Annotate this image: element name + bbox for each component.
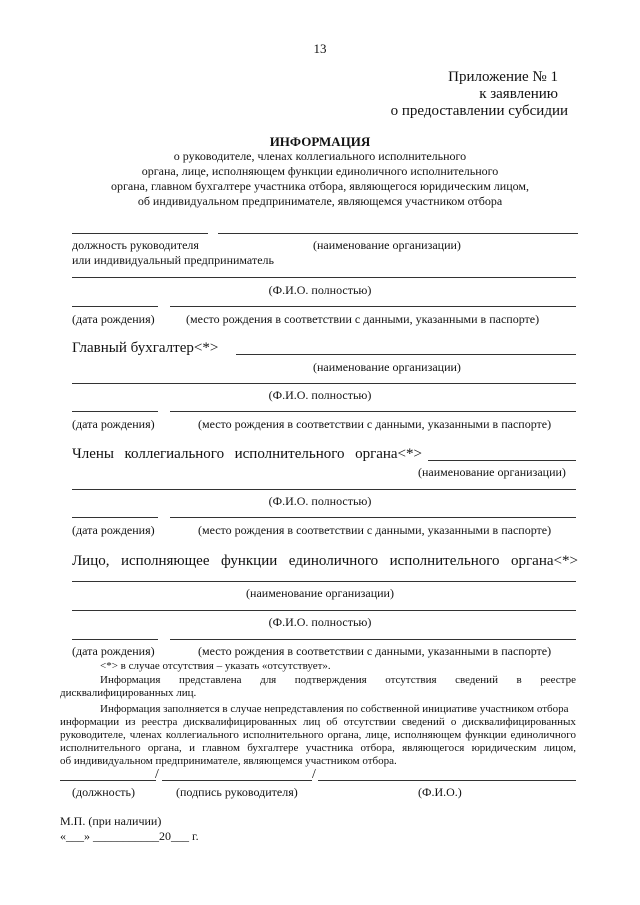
appendix-line-2: к заявлению bbox=[479, 86, 558, 102]
label-fio: (Ф.И.О.) bbox=[418, 785, 462, 799]
info-paragraph-2-line-3: руководителе, членах коллегиального исполнительного органа, лице, исполняющем функции единоличного bbox=[60, 729, 576, 741]
stamp-note: М.П. (при наличии) bbox=[60, 814, 162, 828]
executive-birthplace-field[interactable] bbox=[170, 639, 576, 640]
label-signature: (подпись руководителя) bbox=[176, 785, 298, 799]
heading-subtitle-3: органа, главном бухгалтере участника отбора, являющегося юридическим лицом, bbox=[110, 179, 529, 193]
label-organization: (наименование организации) bbox=[313, 238, 461, 252]
head-dob-field[interactable] bbox=[72, 306, 158, 307]
label-organization: (наименование организации) bbox=[313, 360, 461, 374]
info-paragraph-1-line-1: Информация представлена для подтверждения отсутствия сведений в реестре bbox=[100, 674, 576, 686]
board-fio-field[interactable] bbox=[72, 489, 576, 490]
label-entrepreneur: или индивидуальный предприниматель bbox=[72, 253, 274, 267]
sole-executive-title: Лицо, исполняющее функции единоличного исполнительного органа<*> bbox=[72, 553, 578, 569]
head-fio-field[interactable] bbox=[72, 277, 576, 278]
heading-subtitle-1: о руководителе, членах коллегиального исполнительного bbox=[173, 149, 467, 163]
page-number: 13 bbox=[313, 41, 327, 56]
signature-field[interactable] bbox=[162, 780, 312, 781]
date-line: «___» ___________20___ г. bbox=[60, 829, 199, 843]
signature-separator: / bbox=[312, 767, 316, 782]
accountant-dob-field[interactable] bbox=[72, 411, 158, 412]
appendix-line-1: Приложение № 1 bbox=[448, 69, 558, 85]
position-field[interactable] bbox=[72, 233, 208, 234]
label-birthplace: (место рождения в соответствии с данными, указанными в паспорте) bbox=[198, 644, 552, 658]
label-fio: (Ф.И.О. полностью) bbox=[268, 283, 372, 297]
label-dob: (дата рождения) bbox=[72, 417, 155, 431]
label-birthplace: (место рождения в соответствии с данными, указанными в паспорте) bbox=[198, 417, 552, 431]
signature-position-field[interactable] bbox=[60, 780, 156, 781]
info-paragraph-2-line-1: Информация заполняется в случае непредставления по собственной инициативе участником отбора bbox=[100, 703, 569, 715]
label-fio: (Ф.И.О. полностью) bbox=[268, 388, 372, 402]
label-organization: (наименование организации) bbox=[418, 465, 566, 479]
executive-fio-field[interactable] bbox=[72, 610, 576, 611]
signature-separator: / bbox=[155, 767, 159, 782]
organization-field[interactable] bbox=[218, 233, 578, 234]
label-birthplace: (место рождения в соответствии с данными, указанными в паспорте) bbox=[198, 523, 552, 537]
label-dob: (дата рождения) bbox=[72, 523, 155, 537]
board-dob-field[interactable] bbox=[72, 517, 158, 518]
footnote: <*> в случае отсутствия – указать «отсутствует». bbox=[100, 660, 331, 672]
accountant-organization-field[interactable] bbox=[236, 354, 576, 355]
board-members-title: Члены коллегиального исполнительного органа<*> bbox=[72, 446, 422, 462]
executive-dob-field[interactable] bbox=[72, 639, 158, 640]
info-paragraph-2-line-2: информации из реестра дисквалифицированных лиц об отсутствии сведений о дисквалифицированных bbox=[60, 716, 576, 728]
label-head-position: должность руководителя bbox=[72, 238, 199, 252]
heading-subtitle-2: органа, лице, исполняющем функции единоличного исполнительного bbox=[141, 164, 499, 178]
heading-subtitle-4: об индивидуальном предпринимателе, являющемся участником отбора bbox=[137, 194, 503, 208]
document-title: ИНФОРМАЦИЯ bbox=[269, 134, 371, 149]
head-birthplace-field[interactable] bbox=[170, 306, 576, 307]
appendix-line-3: о предоставлении субсидии bbox=[390, 103, 568, 119]
info-paragraph-2-line-5: об индивидуальном предпринимателе, являющемся участником отбора. bbox=[60, 755, 397, 767]
executive-organization-field[interactable] bbox=[72, 581, 576, 582]
label-dob: (дата рождения) bbox=[72, 644, 155, 658]
board-organization-field[interactable] bbox=[428, 460, 576, 461]
accountant-birthplace-field[interactable] bbox=[170, 411, 576, 412]
signature-fio-field[interactable] bbox=[318, 780, 576, 781]
label-fio: (Ф.И.О. полностью) bbox=[268, 494, 372, 508]
label-birthplace: (место рождения в соответствии с данными, указанными в паспорте) bbox=[186, 312, 540, 326]
label-fio: (Ф.И.О. полностью) bbox=[268, 615, 372, 629]
board-birthplace-field[interactable] bbox=[170, 517, 576, 518]
info-paragraph-1-line-2: дисквалифицированных лиц. bbox=[60, 687, 197, 699]
label-organization: (наименование организации) bbox=[246, 586, 394, 600]
accountant-fio-field[interactable] bbox=[72, 383, 576, 384]
label-dob: (дата рождения) bbox=[72, 312, 155, 326]
label-position: (должность) bbox=[72, 785, 135, 799]
chief-accountant-title: Главный бухгалтер<*> bbox=[72, 340, 219, 356]
info-paragraph-2-line-4: исполнительного органа, и главном бухгалтере участника отбора, являющегося юридическим лицом, bbox=[60, 742, 576, 754]
